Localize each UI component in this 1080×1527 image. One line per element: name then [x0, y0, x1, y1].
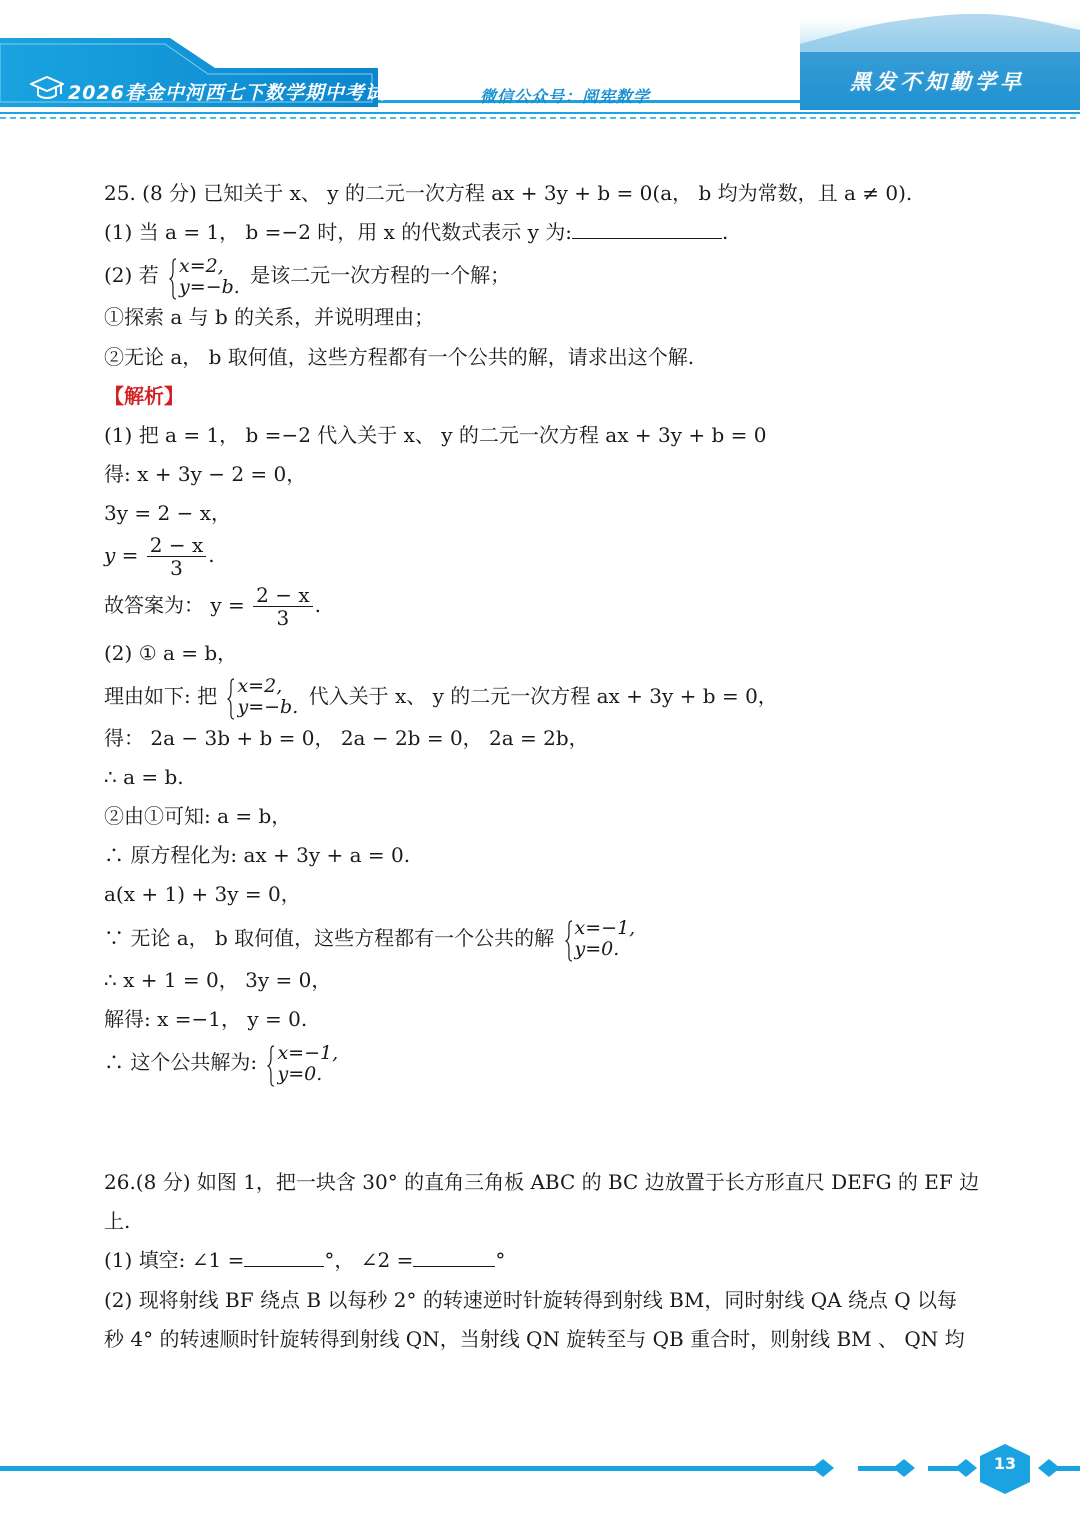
- brace-icon: [267, 1045, 275, 1087]
- footer-decoration: [0, 1440, 1080, 1500]
- fraction-post: .: [208, 542, 215, 567]
- equation-system: [565, 918, 636, 960]
- q26-part1-a: (1) 填空: ∠1 =: [104, 1248, 245, 1273]
- solution-line: 解得: x =−1， y = 0.: [104, 1006, 308, 1031]
- q26-part2-line2: 秒 4° 的转速顺时针旋转得到射线 QN，当射线 QN 旋转至与 QB 重合时，则射线 BM 、 QN 均: [104, 1326, 965, 1351]
- system-line-2: y=0.: [574, 938, 620, 961]
- fraction-numerator: 2 − x: [253, 584, 312, 607]
- reason-post: 代入关于 x、 y 的二元一次方程 ax + 3y + b = 0，: [308, 683, 778, 708]
- fraction-numerator: 2 − x: [147, 534, 206, 557]
- q25-part2-pre: (2) 若: [104, 263, 159, 288]
- solution-line: 得： 2a − 3b + b = 0， 2a − 2b = 0， 2a = 2b，: [104, 725, 589, 750]
- brace-icon: [565, 920, 573, 962]
- exam-title: 2026春金中河西七下数学期中考试: [68, 82, 385, 104]
- q26-part1: [104, 1241, 984, 1280]
- question-spacer: [104, 1085, 984, 1163]
- q25-part2b: ②无论 a， b 取何值，这些方程都有一个公共的解，请求出这个解.: [104, 344, 695, 369]
- fraction-post: .: [314, 592, 321, 617]
- fraction: [253, 584, 312, 629]
- q26-part2-line1: (2) 现将射线 BF 绕点 B 以每秒 2° 的转速逆时针旋转得到射线 BM，同时射线 QA 绕点 Q 以每: [104, 1287, 958, 1312]
- answer-blank: [572, 218, 722, 239]
- equation-system: [227, 676, 298, 718]
- solution-line: ∴ 原方程化为: ax + 3y + a = 0.: [104, 843, 411, 868]
- answer-lhs: 故答案为： y =: [104, 592, 245, 617]
- q25-part2: [104, 252, 984, 298]
- solution-line: a(x + 1) + 3y = 0，: [104, 882, 301, 907]
- answer-blank: [413, 1246, 495, 1267]
- page-header: [0, 0, 1080, 125]
- fraction-denominator: 3: [276, 605, 290, 630]
- graduation-cap-icon: [30, 74, 64, 102]
- solution-line: (1) 把 a = 1， b =−2 代入关于 x、 y 的二元一次方程 ax + 3y + b = 0: [104, 422, 767, 447]
- solution-line: (2) ① a = b，: [104, 640, 238, 665]
- system-line-1: x=−1,: [574, 917, 636, 940]
- page-number: 13: [993, 1454, 1017, 1473]
- answer-line: [104, 584, 984, 634]
- solution-line: 3y = 2 − x，: [104, 501, 231, 526]
- q26-stem-line2: 上.: [104, 1209, 131, 1234]
- system-line-1: x=−1,: [277, 1041, 339, 1064]
- wechat-account: 微信公众号：阅宪数学: [480, 87, 651, 106]
- q25-stem: 25. (8 分) 已知关于 x、 y 的二元一次方程 ax + 3y + b = 0(a， b 均为常数，且 a ≠ 0).: [104, 181, 913, 205]
- analysis-label: [104, 377, 984, 416]
- system-line-1: x=2,: [179, 254, 224, 277]
- brace-icon: [227, 678, 235, 720]
- motto: 黑发不知勤学早: [850, 70, 1025, 94]
- solution-line: ②由①可知: a = b，: [104, 804, 292, 829]
- q26-stem-line1: 26.(8 分) 如图 1，把一块含 30° 的直角三角板 ABC 的 BC 边放置于长方形直尺 DEFG 的 EF 边: [104, 1170, 980, 1194]
- answer-blank: [244, 1246, 324, 1267]
- analysis-label-text: 【解析】: [104, 383, 184, 408]
- system-line-1: x=2,: [237, 675, 283, 698]
- q25-part1: (1) 当 a = 1， b =−2 时，用 x 的代数式表示 y 为: .: [104, 220, 729, 245]
- q26-part1-b: °， ∠2 =: [324, 1248, 414, 1273]
- solution-final-line: [104, 1039, 984, 1085]
- page-footer: [0, 1440, 1080, 1500]
- document-body: [104, 174, 984, 1359]
- fraction-denominator: 3: [170, 555, 183, 580]
- q25-part2a: ①探索 a 与 b 的关系，并说明理由；: [104, 305, 435, 330]
- fraction-lhs: y =: [104, 542, 139, 567]
- reason-pre: 理由如下: 把: [104, 683, 218, 708]
- system-line-2: y=0.: [277, 1062, 323, 1085]
- q25-part1-text: (1) 当 a = 1， b =−2 时，用 x 的代数式表示 y 为:: [104, 220, 573, 245]
- solution-system-line: [104, 915, 984, 961]
- brace-icon: [169, 258, 177, 300]
- system-line-2: y=−b.: [237, 696, 299, 719]
- solution-reason-line: [104, 673, 984, 719]
- q25-part2-post: 是该二元一次方程的一个解；: [250, 263, 511, 288]
- equation-system: [169, 256, 240, 298]
- fraction: [147, 534, 206, 579]
- solution-line: ∴ x + 1 = 0， 3y = 0，: [104, 967, 332, 992]
- solution-line: ∴ a = b.: [104, 764, 184, 789]
- system-line-2: y=−b.: [179, 275, 240, 298]
- final-pre: ∴ 这个公共解为:: [104, 1050, 258, 1074]
- solution-line: 得: x + 3y − 2 = 0，: [104, 462, 307, 487]
- system-pre: ∵ 无论 a， b 取何值，这些方程都有一个公共的解: [104, 925, 555, 950]
- equation-system: [267, 1043, 338, 1085]
- solution-fraction-line: [104, 534, 984, 584]
- q26-part1-c: °: [495, 1248, 506, 1273]
